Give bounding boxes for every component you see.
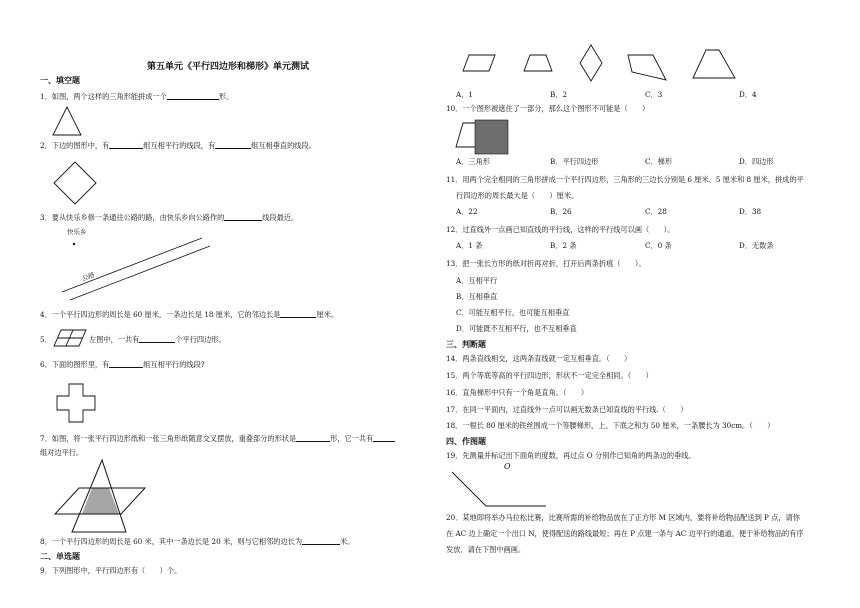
- q6-text-b: 组互相平行的线段?: [143, 360, 205, 369]
- question-8: [40, 537, 354, 546]
- q10-option-b[interactable]: B．平行四边形: [550, 157, 599, 166]
- question-10: 10．一个图形被遮住了一部分，那么这个图形不可能是（ ）: [446, 104, 650, 113]
- q7-text-a: 7．如图，将一张平行四边形纸和一张三角形纸随意交叉摆放，重叠部分的形状是: [40, 434, 297, 443]
- q2-text-b: 组互相平行的线段，有: [143, 141, 216, 150]
- section-heading-fill: 一、填空题: [40, 76, 80, 85]
- q1-triangle-figure: [52, 106, 82, 136]
- q13-option-b[interactable]: B．互相垂直: [456, 292, 498, 301]
- q13-option-c[interactable]: C．可能互相平行，也可能互相垂直: [456, 308, 570, 317]
- question-13: 13．把一张长方形的纸对折再对折，打开后两条折痕（ ）。: [446, 259, 646, 268]
- q10-option-d[interactable]: D．四边形: [739, 157, 774, 166]
- question-20-line2: 在 AC 边上确定一个出口 N，使得配送的路线最短；再在 P 点建一条与 AC 边平行的通道，便于补给物品的有序: [446, 529, 804, 538]
- q11-option-c[interactable]: C．28: [645, 207, 667, 216]
- question-15: 15．两个等底等高的平行四边形，形状不一定完全相同。（ ）: [446, 371, 653, 380]
- q3-answer-blank[interactable]: [224, 213, 262, 221]
- q13-option-d[interactable]: D．可能既不互相平行，也不互相垂直: [456, 324, 577, 333]
- q9-shape-1-parallelogram: [462, 53, 496, 73]
- q2-text-c: 组互相垂直的线段。: [251, 141, 316, 150]
- question-1: [40, 92, 233, 101]
- q2-blank-2[interactable]: [215, 141, 251, 149]
- q9-option-a[interactable]: A．1: [456, 90, 473, 99]
- q5-text-a: 左图中，一共有: [89, 335, 140, 344]
- q9-option-b[interactable]: B．2: [550, 90, 568, 99]
- q4-text-a: 4．一个平行四边形的周长是 60 厘米，一条边长是 18 厘米，它的邻边长是: [40, 310, 281, 319]
- section-heading-judge: 三、判断题: [446, 340, 486, 349]
- q9-shape-2-trapezoid: [523, 53, 553, 73]
- q7-blank-1[interactable]: [296, 434, 330, 442]
- question-9: 9．下列图形中，平行四边形有（ ）个。: [40, 566, 182, 575]
- q4-answer-blank[interactable]: [280, 310, 316, 318]
- question-5: [89, 335, 226, 344]
- q1-text-a: 1．如图，两个这样的三角形能拼成一个: [40, 92, 167, 101]
- q4-text-b: 厘米。: [316, 310, 339, 319]
- q10-option-a[interactable]: A．三角形: [456, 157, 490, 166]
- q1-text-b: 形。: [218, 92, 234, 101]
- q12-option-b[interactable]: B．2 条: [550, 241, 577, 250]
- q3-road-label: 公路: [80, 270, 96, 283]
- q11-option-a[interactable]: A．22: [456, 207, 478, 216]
- q6-answer-blank[interactable]: [109, 360, 143, 368]
- question-11-line2: 行四边形的周长最大是（ ）厘米。: [456, 191, 579, 200]
- q5-answer-blank[interactable]: [139, 335, 175, 343]
- q1-answer-blank[interactable]: [167, 92, 219, 100]
- q8-answer-blank[interactable]: [302, 537, 340, 545]
- q9-option-c[interactable]: C．3: [645, 90, 663, 99]
- q13-option-a[interactable]: A．互相平行: [456, 276, 498, 285]
- q2-text-a: 2．下边的图形中，有: [40, 141, 110, 150]
- q6-text-a: 6．下面的图形里，有: [40, 360, 110, 369]
- question-6: [40, 360, 205, 369]
- question-18: 18．一根长 80 厘米的铁丝围成一个等腰梯形，上、下底之和为 50 厘米，一条腰长为 30cm。（ ）: [446, 421, 775, 430]
- q3-place-label: 快乐乡: [67, 228, 87, 236]
- q12-option-a[interactable]: A．1 条: [456, 241, 483, 250]
- question-16: 16．直角梯形中只有一个角是直角。（ ）: [446, 388, 589, 397]
- section-heading-single: 二、单选题: [40, 552, 80, 561]
- question-3: [40, 213, 298, 222]
- q2-blank-1[interactable]: [109, 141, 143, 149]
- q12-option-d[interactable]: D．无数条: [739, 241, 774, 250]
- question-19: 19．先测量并标记出下面角的度数，再过点 O 分别作已知角的两条边的垂线。: [446, 451, 696, 460]
- question-2: [40, 141, 316, 150]
- q5-parallelogram-figure: [53, 328, 87, 348]
- question-7-line2: 组对边平行。: [40, 448, 84, 457]
- q2-square-figure: [53, 161, 97, 205]
- q7-text-b: 形，它一共有: [330, 434, 374, 443]
- q9-shape-5-quadrilateral: [692, 48, 736, 82]
- q6-cross-figure: [56, 383, 96, 423]
- q3-text-a: 3．要从快乐乡修一条通往公路的路，由快乐乡向公路作的: [40, 213, 225, 222]
- question-14: 14．两条直线相交，这两条直线就一定互相垂直。（ ）: [446, 354, 632, 363]
- page-title: 第五单元《平行四边形和梯形》单元测试: [147, 62, 310, 72]
- question-11-line1: 11．用两个完全相同的三角形拼成一个平行四边形，三角形的三边长分别是 6 厘米、5 厘米和 8 厘米，拼成的平: [446, 175, 804, 184]
- question-17: 17．在同一平面内，过直线外一点可以画无数条已知直线的平行线.（ ）: [446, 405, 688, 414]
- question-20-line1: 20．某地即将举办马拉松比赛，比赛所需的补给物品放在了正方形 M 区域内，要将补给物品配送到 P 点，请你: [446, 513, 800, 522]
- question-4: [40, 310, 338, 319]
- question-5-num: 5．: [40, 335, 52, 344]
- q10-option-c[interactable]: C．梯形: [645, 157, 673, 166]
- q19-angle-figure: [448, 470, 548, 510]
- question-20-line3: 发放．请在下图中画画。: [446, 545, 526, 554]
- q3-text-b: 线段最近。: [262, 213, 299, 222]
- q8-text-a: 8．一个平行四边形的周长是 60 米，其中一条边长是 20 米，则与它相邻的边长为: [40, 537, 303, 546]
- q12-option-c[interactable]: C．0 条: [645, 241, 672, 250]
- q5-text-b: 个平行四边形。: [175, 335, 226, 344]
- q7-blank-2[interactable]: [373, 434, 395, 442]
- q7-overlap-figure: [49, 458, 149, 534]
- q10-hidden-shape-figure: [455, 119, 509, 155]
- q3-road-figure: [60, 236, 210, 302]
- q11-option-d[interactable]: D．38: [739, 207, 762, 216]
- q19-point-label: O: [504, 462, 511, 471]
- question-12: 12．过直线外一点画已知直线的平行线，这样的平行线可以画（ ）。: [446, 225, 675, 234]
- section-heading-draw: 四、作图题: [446, 437, 486, 446]
- q11-option-b[interactable]: B．26: [550, 207, 572, 216]
- question-7: [40, 434, 395, 443]
- q8-text-b: 米。: [340, 537, 355, 546]
- q9-shape-3-rhombus: [579, 44, 603, 82]
- q9-shape-4-quadrilateral: [627, 53, 667, 81]
- q9-option-d[interactable]: D．4: [739, 90, 757, 99]
